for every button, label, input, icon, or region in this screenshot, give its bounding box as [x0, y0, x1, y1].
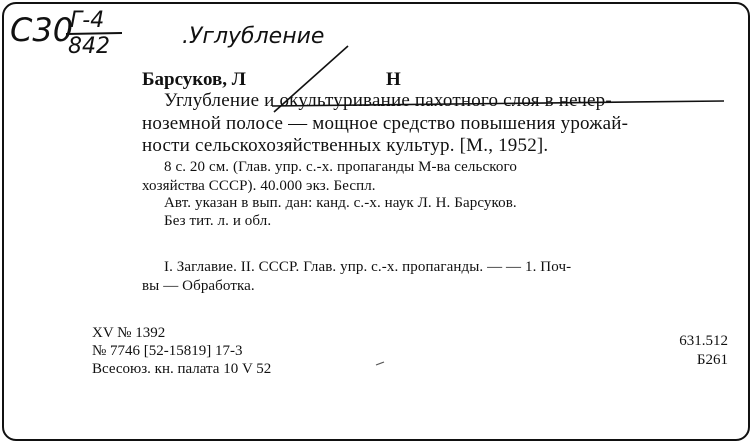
tracing-line: вы — Обработка. [142, 278, 255, 294]
footer-left-line: XV № 1392 [92, 325, 166, 341]
handwritten-heading: .Углубление [182, 24, 325, 49]
handwritten-fraction-bottom: 842 [68, 34, 110, 59]
handwritten-fraction-top: Г-4 [70, 8, 105, 33]
title-line: ности сельскохозяйственных культур. [М., 1952]. [142, 135, 549, 156]
classification-number: 631.512 [679, 333, 728, 349]
author-initial: Н [386, 69, 401, 90]
collation-line: хозяйства СССР). 40.000 экз. Беспл. [142, 178, 376, 194]
footer-left-line: Всесоюз. кн. палата 10 V 52 [92, 361, 272, 377]
author-mark: Б261 [696, 352, 728, 368]
handwritten-shelfmark: C30 [10, 11, 74, 49]
tracing-line: I. Заглавие. II. СССР. Глав. упр. с.-х. пропаганды. — — 1. Поч- [164, 259, 572, 275]
note-line: Без тит. л. и обл. [164, 213, 272, 229]
footer-left-line: № 7746 [52-15819] 17-3 [92, 343, 243, 359]
note-line: Авт. указан в вып. дан: канд. с.-х. наук Л. Н. Барсуков. [164, 195, 517, 211]
catalog-card [2, 2, 750, 441]
stray-mark [376, 362, 384, 365]
title-line: Углубление и окультуривание пахотного слоя в нечер- [164, 90, 612, 111]
title-line: ноземной полосе — мощное средство повышения урожай- [142, 113, 629, 134]
author-name: Барсуков, Л [142, 69, 246, 90]
collation-line: 8 с. 20 см. (Глав. упр. с.-х. пропаганды М-ва сельского [164, 159, 517, 175]
